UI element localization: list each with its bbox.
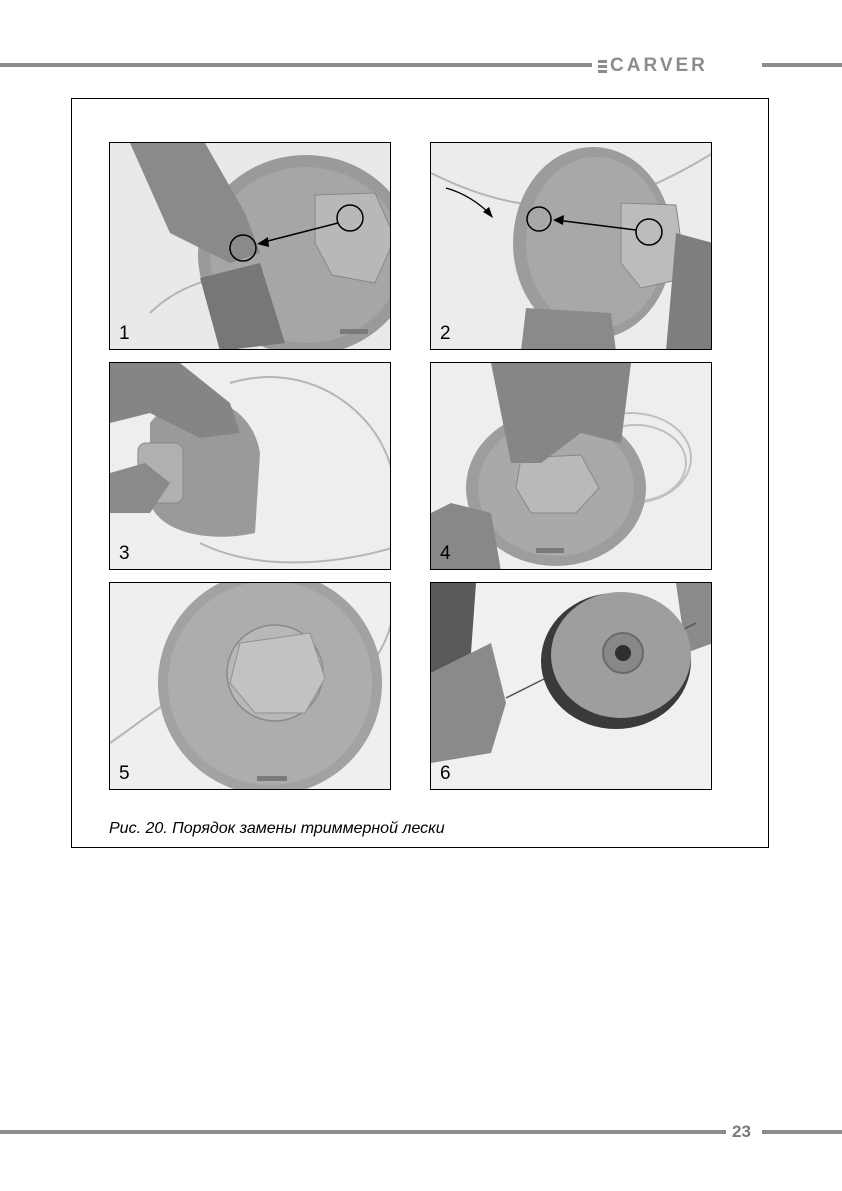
figure-panel-2 (430, 142, 712, 350)
brand-name: CARVER (610, 55, 708, 76)
panel-number: 4 (440, 543, 451, 564)
footer-rule-right (762, 1130, 842, 1134)
footer-rule-left (0, 1130, 726, 1134)
trimmer-head-photo-2 (431, 143, 712, 350)
page-number: 23 (732, 1122, 751, 1141)
figure-caption: Рис. 20. Порядок замены триммерной лески (109, 820, 445, 837)
panel-number: 1 (119, 323, 130, 344)
logo-mark-icon (598, 60, 607, 73)
carver-logo (598, 55, 758, 77)
trimmer-head-photo-3 (110, 363, 391, 570)
header-rule-right (762, 63, 842, 67)
figure-panel-4 (430, 362, 712, 570)
panel-number: 5 (119, 763, 130, 784)
trimmer-head-photo-1 (110, 143, 391, 350)
figure-panel-6 (430, 582, 712, 790)
figure-panel-5 (109, 582, 391, 790)
figure-panel-1 (109, 142, 391, 350)
figure-panel-3 (109, 362, 391, 570)
panel-number: 3 (119, 543, 130, 564)
header-rule-left (0, 63, 592, 67)
panel-number: 2 (440, 323, 451, 344)
panel-number: 6 (440, 763, 451, 784)
trimmer-head-photo-6 (431, 583, 712, 790)
trimmer-head-photo-5 (110, 583, 391, 790)
trimmer-head-photo-4 (431, 363, 712, 570)
